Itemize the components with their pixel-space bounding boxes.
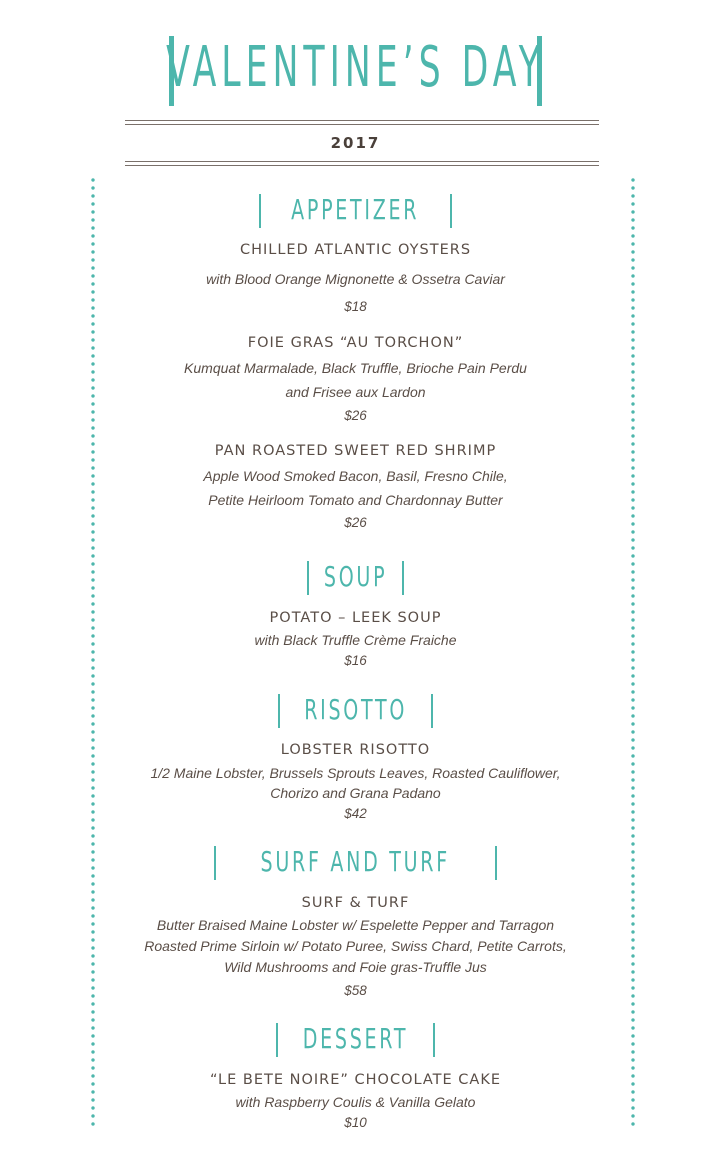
dish-description: Roasted Prime Sirloin w/ Potato Puree, Swiss Chard, Petite Carrots, <box>144 938 567 954</box>
menu-title <box>0 28 711 108</box>
title-text: VALENTINE’S DAY <box>166 35 545 100</box>
dish-price: $18 <box>344 299 367 314</box>
section-title-dessert: DESSERT <box>0 1019 711 1059</box>
section-title-soup: SOUP <box>0 557 711 597</box>
dish-description: Wild Mushrooms and Foie gras-Truffle Jus <box>224 959 487 975</box>
dish-name: LOBSTER RISOTTO <box>280 742 431 758</box>
divider-bottom-1 <box>125 161 599 162</box>
dish-description: Petite Heirloom Tomato and Chardonnay Butter <box>208 492 503 508</box>
dish-name: SURF & TURF <box>301 895 410 911</box>
dish-price: $16 <box>344 653 367 668</box>
divider-top-2 <box>125 124 599 125</box>
dish-description: Apple Wood Smoked Bacon, Basil, Fresno Chile, <box>203 468 508 484</box>
dish-description: Chorizo and Grana Padano <box>270 785 441 801</box>
dish-price: $42 <box>344 806 367 821</box>
dish-price: $26 <box>344 408 367 423</box>
dish-description: with Black Truffle Crème Fraiche <box>254 632 457 648</box>
dish-price: $58 <box>344 983 367 998</box>
divider-bottom-2 <box>125 165 599 166</box>
dish-description: Butter Braised Maine Lobster w/ Espelette Pepper and Tarragon <box>156 917 555 933</box>
dish-price: $10 <box>344 1115 367 1130</box>
dish-description: Kumquat Marmalade, Black Truffle, Brioche Pain Perdu <box>184 360 527 376</box>
section-title-appetizer: APPETIZER <box>0 190 711 230</box>
section-title-risotto: RISOTTO <box>0 690 711 730</box>
dish-description: with Raspberry Coulis & Vanilla Gelato <box>235 1094 476 1110</box>
dish-name: CHILLED ATLANTIC OYSTERS <box>239 242 472 258</box>
section-title-surf-and-turf: SURF AND TURF <box>0 842 711 882</box>
dish-price: $26 <box>344 515 367 530</box>
dish-name: POTATO – LEEK SOUP <box>269 610 442 626</box>
dish-name: “LE BETE NOIRE” CHOCOLATE CAKE <box>209 1072 502 1088</box>
divider-top-1 <box>125 120 599 121</box>
dish-name: FOIE GRAS “AU TORCHON” <box>247 335 464 351</box>
menu-year: 2017 <box>330 134 381 152</box>
dish-name: PAN ROASTED SWEET RED SHRIMP <box>214 443 497 459</box>
dish-description: 1/2 Maine Lobster, Brussels Sprouts Leaves, Roasted Cauliflower, <box>150 765 561 781</box>
dish-description: with Blood Orange Mignonette & Ossetra Caviar <box>206 271 505 287</box>
dish-description: and Frisee aux Lardon <box>285 384 426 400</box>
